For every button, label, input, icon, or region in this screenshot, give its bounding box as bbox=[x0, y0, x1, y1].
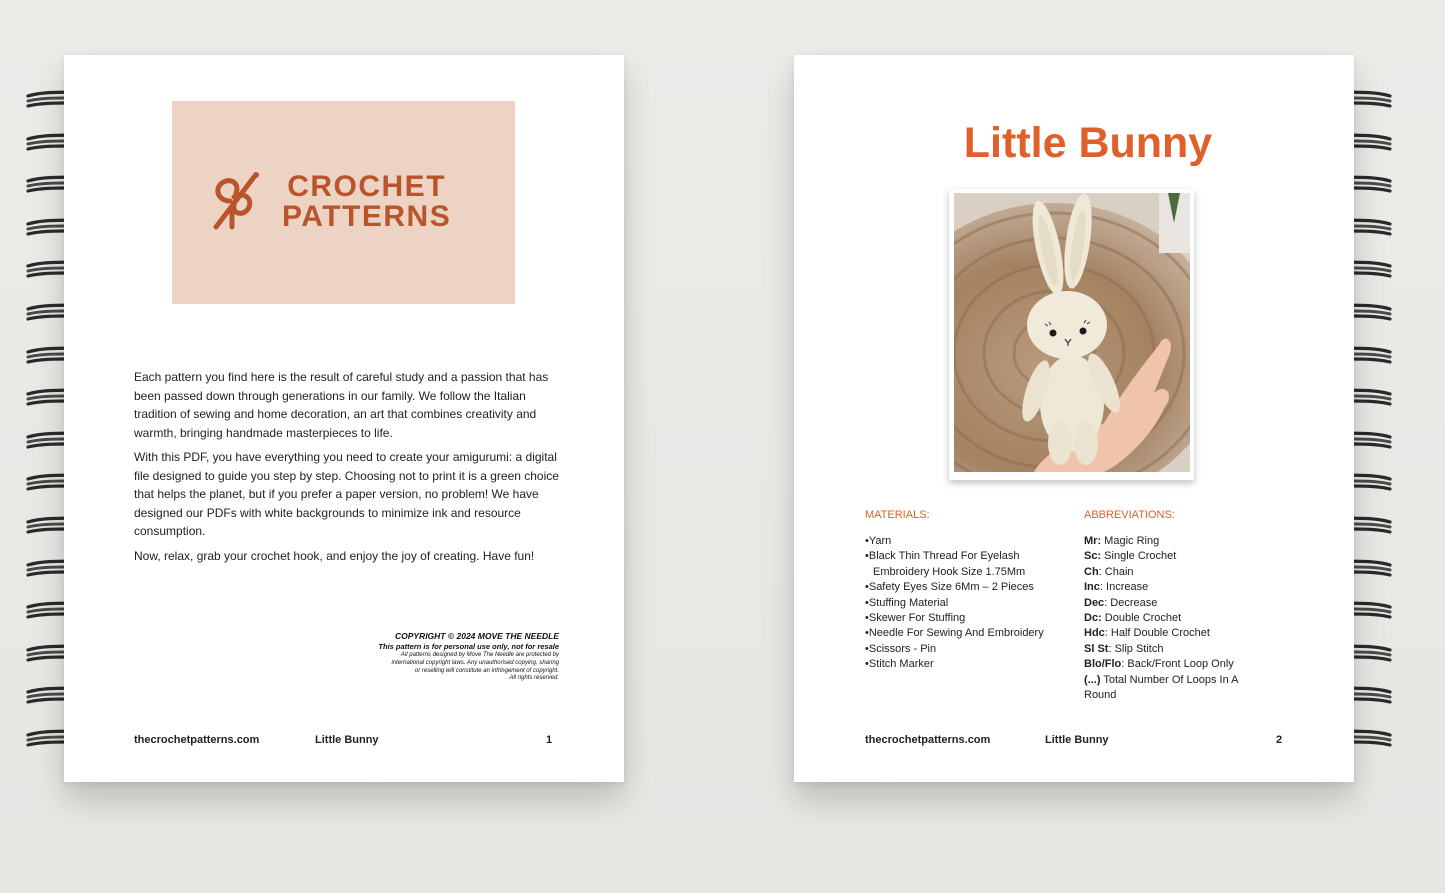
abbreviation-item bbox=[1084, 565, 1274, 580]
abbreviation-item bbox=[1084, 657, 1274, 672]
material-item: •Needle For Sewing And Embroidery bbox=[865, 627, 1044, 640]
material-item: •Black Thin Thread For Eyelash bbox=[865, 550, 1020, 563]
intro-text bbox=[134, 368, 564, 571]
abbreviations-list bbox=[1084, 534, 1274, 703]
amigurumi-bunny-image bbox=[954, 193, 1190, 472]
abbreviation-item bbox=[1084, 549, 1274, 564]
abbreviation-desc: Double Crochet bbox=[1101, 612, 1182, 625]
material-item: Embroidery Hook Size 1.75Mm bbox=[873, 565, 1026, 578]
abbreviation-continuation: Round bbox=[1084, 689, 1117, 702]
pattern-title: Little Bunny bbox=[963, 119, 1213, 167]
materials-list bbox=[865, 534, 1075, 673]
material-item: •Stuffing Material bbox=[865, 596, 949, 609]
abbreviations-heading: ABBREVIATIONS: bbox=[1084, 509, 1175, 521]
abbreviation-term: Hdc bbox=[1084, 627, 1105, 640]
footer-site: thecrochetpatterns.com bbox=[865, 734, 991, 746]
footer-title: Little Bunny bbox=[1045, 734, 1109, 746]
material-item: •Safety Eyes Size 6Mm – 2 Pieces bbox=[865, 581, 1034, 594]
footer-page-number: 1 bbox=[546, 734, 553, 746]
abbreviation-item bbox=[1084, 611, 1274, 626]
abbreviation-term: Dec bbox=[1084, 596, 1105, 609]
copyright-line-4: international copyright laws. Any unauthorised copying, sharing bbox=[391, 659, 559, 666]
intro-paragraph-2: With this PDF, you have everything you need to create your amigurumi: a digital file designed to guide you step by step. Choosing not to print it is a green choice that helps the planet, but if you prefer a paper version, no problem! We have designed our PDFs with white backgrounds to minimize ink and resource consumption. bbox=[134, 450, 559, 538]
copyright-line-1: COPYRIGHT © 2024 MOVE THE NEEDLE bbox=[394, 631, 559, 641]
abbreviation-item bbox=[1084, 642, 1274, 657]
logo-line-1: CROCHET bbox=[287, 170, 447, 203]
material-item: •Skewer For Stuffing bbox=[865, 612, 966, 625]
abbreviation-desc: : Back/Front Loop Only bbox=[1121, 658, 1234, 671]
bunny-photo-frame bbox=[949, 189, 1194, 480]
intro-paragraph-1: Each pattern you find here is the result of careful study and a passion that has been passed down through generations in our family. We follow the Italian tradition of sewing and home decoration, an art that combines creativity and warmth, bringing handmade masterpieces to life. bbox=[134, 370, 549, 440]
abbreviation-desc: : Slip Stitch bbox=[1108, 642, 1164, 655]
abbreviation-desc: : Chain bbox=[1098, 565, 1134, 578]
abbreviation-term: Sl St bbox=[1084, 642, 1109, 655]
copyright-line-5: or reselling will constitute an infringement of copyright. bbox=[414, 667, 559, 674]
abbreviation-item bbox=[1084, 580, 1274, 595]
footer-page-number: 2 bbox=[1276, 734, 1283, 746]
abbreviation-item bbox=[1084, 534, 1274, 549]
copyright-line-3: All patterns designed by Move The Needle are protected by bbox=[400, 652, 559, 658]
abbreviation-desc: : Increase bbox=[1099, 581, 1149, 594]
abbreviation-term: (...) bbox=[1084, 673, 1101, 686]
copyright-line-6: All rights reserved. bbox=[509, 675, 559, 682]
logo-box bbox=[172, 101, 515, 304]
footer-title: Little Bunny bbox=[315, 734, 379, 746]
material-item: •Stitch Marker bbox=[865, 658, 934, 671]
logo-line-2: PATTERNS bbox=[282, 200, 452, 233]
right-page bbox=[794, 55, 1354, 782]
abbreviation-desc: Single Crochet bbox=[1101, 550, 1177, 563]
bunny-photo bbox=[954, 193, 1190, 472]
abbreviation-term: Inc bbox=[1084, 581, 1100, 594]
material-item: •Scissors - Pin bbox=[865, 642, 937, 655]
material-item: •Yarn bbox=[865, 535, 892, 547]
abbreviation-term: Sc: bbox=[1084, 550, 1102, 563]
abbreviation-term: Dc: bbox=[1084, 612, 1102, 625]
copyright-line-2: This pattern is for personal use only, not for resale bbox=[378, 642, 559, 651]
crochet-hook-logo-icon bbox=[208, 171, 264, 231]
abbreviation-term: Ch bbox=[1084, 565, 1099, 578]
intro-paragraph-3: Now, relax, grab your crochet hook, and enjoy the joy of creating. Have fun! bbox=[134, 548, 535, 563]
left-page bbox=[64, 55, 624, 782]
copyright-notice bbox=[314, 631, 559, 683]
abbreviation-item bbox=[1084, 596, 1274, 611]
abbreviation-item bbox=[1084, 673, 1274, 688]
abbreviation-desc: : Half Double Crochet bbox=[1104, 627, 1210, 640]
logo-text bbox=[282, 172, 451, 232]
abbreviation-term: Blo/Flo bbox=[1084, 658, 1122, 671]
abbreviation-term: Mr: bbox=[1084, 535, 1102, 547]
abbreviation-item bbox=[1084, 626, 1274, 641]
materials-heading: MATERIALS: bbox=[865, 509, 930, 521]
abbreviation-desc: Total Number Of Loops In A bbox=[1100, 673, 1239, 686]
abbreviation-desc: Magic Ring bbox=[1101, 535, 1160, 547]
footer-site: thecrochetpatterns.com bbox=[134, 734, 260, 746]
abbreviation-desc: : Decrease bbox=[1104, 596, 1158, 609]
